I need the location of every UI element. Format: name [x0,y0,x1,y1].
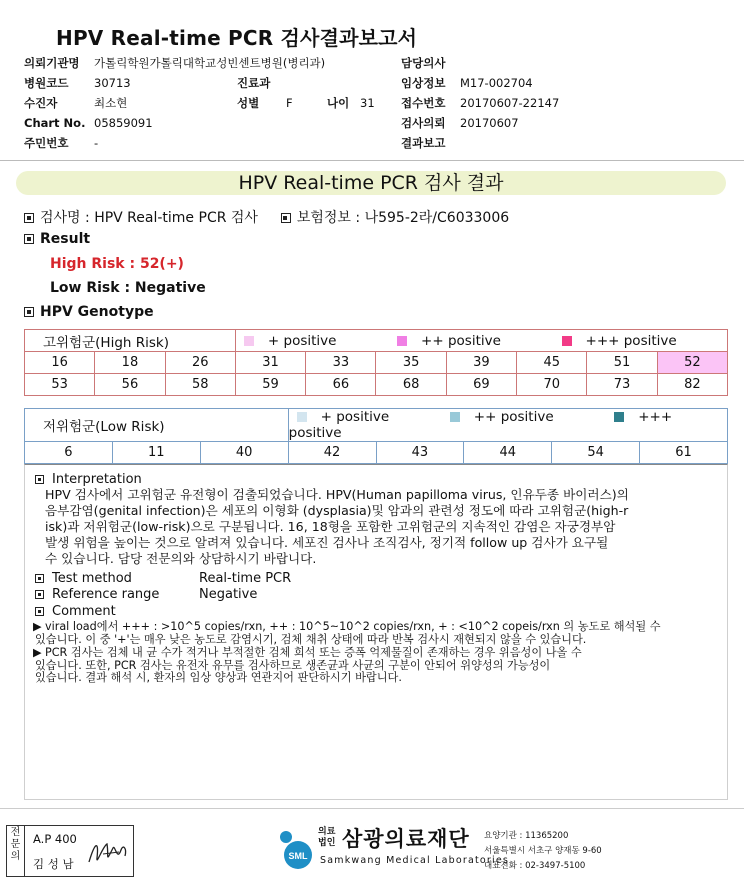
legend-label: ++ positive [473,409,554,425]
low-risk-legend [288,409,727,442]
comment-line: 있습니다. 또한, PCR 검사는 유전자 유무를 검사하므로 생존균과 사균의 구분이 안되어 위양성의 가능성이 [35,658,551,672]
genotype-cell: 40 [200,442,288,464]
legend-label: +++ positive [288,409,673,441]
legend-swatch [244,336,254,346]
interpretation-line: 발생 위험을 높이는 것으로 알려져 있습니다. 세포진 검사나 조직검사, 정기적 follow up 검사가 요구될 [45,535,609,550]
genotype-cell: 59 [235,374,305,396]
doctor-label: 담당의사 [401,56,446,70]
genotype-cell: 11 [112,442,200,464]
test-name: 검사명 : HPV Real-time PCR 검사 [40,210,258,226]
age-value: 31 [360,96,375,110]
legend-swatch [397,336,407,346]
checkbox-icon [24,234,34,244]
genotype-cell: 16 [25,352,95,374]
patient-label: 수진자 [24,96,58,110]
checkbox-icon [35,607,44,616]
genotype-cell: 31 [235,352,305,374]
checkbox-icon [35,590,44,599]
interpretation-line: isk)과 저위험군(low-risk)으로 구분됩니다. 16, 18형을 포함한 고위험군의 지속적인 감염은 자궁경부암 [45,519,616,534]
legend-swatch [614,412,624,422]
comment-item [33,621,723,646]
interpretation-line: 수 있습니다. 담당 전문의와 상담하시기 바랍니다. [45,551,317,566]
genotype-cell: 54 [552,442,640,464]
genotype-cell: 43 [376,442,464,464]
org-type-line: 법인 [318,838,336,848]
institution-value: 가톨릭학원가톨릭대학교성빈센트병원(병리과) [94,56,326,70]
sml-logo-icon [272,827,316,871]
legend-label: ++ positive [421,332,501,349]
section-title: HPV Real-time PCR 검사 결과 [238,172,504,194]
genotype-cell: 45 [517,352,587,374]
genotype-cell: 18 [95,352,165,374]
agency-number: 요양기관 : 11365200 [484,831,569,841]
genotype-cell: 69 [446,374,516,396]
test-method-value: Real-time PCR [199,571,292,586]
legend-swatch [562,336,572,346]
high-risk-table [24,329,728,396]
interpretation-panel [24,464,728,800]
legend-swatch [450,412,460,422]
clinical-info-label: 임상정보 [401,76,446,90]
report-title: HPV Real-time PCR 검사결과보고서 [56,26,418,50]
genotype-cell: 6 [25,442,113,464]
genotype-cell: 61 [640,442,728,464]
sex-value: F [286,96,293,110]
interpretation-line: 음부감염(genital infection)은 세포의 이형화 (dysplasia)및 암과의 관련성 정도에 따라 고위험군(high-r [45,503,629,518]
interpretation-heading: Interpretation [52,472,142,487]
genotype-cell: 73 [587,374,657,396]
org-contact-info [484,829,602,874]
high-risk-header-row [25,330,728,352]
logo-text: SML [288,851,308,861]
checkbox-icon [281,213,291,223]
hospital-code-value: 30713 [94,76,131,90]
reference-label: Reference range [52,587,160,602]
resident-no-value: - [94,136,99,150]
genotype-cell: 26 [165,352,235,374]
request-date-label: 검사의뢰 [401,116,446,130]
section-title-banner [16,171,726,195]
genotype-cell: 35 [376,352,446,374]
chart-no-value: 05859091 [94,116,153,130]
low-risk-result: Low Risk : Negative [50,280,206,296]
stamp-vertical-label [7,826,25,876]
genotype-cell: 51 [587,352,657,374]
result-heading: Result [40,231,91,247]
genotype-row [25,442,728,464]
test-method-label: Test method [52,571,132,586]
insurance-info: 보험정보 : 나595-2라/C6033006 [296,210,510,226]
genotype-heading-row [24,304,154,320]
chart-no-label: Chart No. [24,116,86,130]
checkbox-icon [35,475,44,484]
test-method-row [35,571,132,586]
hospital-code-label: 병원코드 [24,76,69,90]
checkbox-icon [24,307,34,317]
institution-label: 의뢰기관명 [24,56,80,70]
comment-line: 있습니다. 이 중 '+'는 매우 낮은 농도로 감염시기, 검체 채취 상태에 따라 반복 검사시 재현되지 않을 수 있습니다. [35,632,587,646]
checkbox-icon [24,213,34,223]
org-type [318,827,335,849]
genotype-cell: 70 [517,374,587,396]
arrow-icon: ▶ [33,620,42,633]
arrow-icon: ▶ [33,646,42,659]
signature-image [85,836,131,870]
department-label: 진료과 [237,76,271,90]
clinical-info-value: M17-002704 [460,76,533,90]
comment-heading: Comment [52,604,116,619]
comment-line: viral load에서 +++ : >10^5 copies/rxn, ++ : 10^5~10^2 copies/rxn, + : <10^2 copeis/rxn 의 농도로 해석될 수 [45,620,661,633]
org-address: 서울특별시 서초구 양재동 9-60 [484,846,602,856]
resident-no-label: 주민번호 [24,136,69,150]
result-heading-row [24,231,90,247]
genotype-cell: 66 [306,374,376,396]
genotype-cell: 52 [657,352,727,374]
genotype-cell: 42 [288,442,376,464]
high-risk-legend [235,330,727,352]
legend-label: +++ positive [585,332,677,349]
genotype-cell: 53 [25,374,95,396]
signer-name: 김 성 남 [33,857,74,871]
reference-row [35,587,159,602]
org-name: 삼광의료재단 [342,827,470,851]
comment-heading-row [35,604,116,619]
report-footer [0,808,744,888]
genotype-cell: 68 [376,374,446,396]
high-risk-label: 고위험군(High Risk) [25,330,236,352]
stamp-char: 전문의 [10,827,21,862]
comment-line: PCR 검사는 검체 내 균 수가 적거나 부적절한 검체 희석 또는 증폭 억제물질이 존재하는 경우 위음성이 나올 수 [45,646,582,659]
reference-value: Negative [199,587,258,602]
age-label: 나이 [327,96,350,110]
interpretation-text [45,487,715,567]
reception-no-value: 20170607-22147 [460,96,560,110]
genotype-cell: 39 [446,352,516,374]
genotype-cell: 44 [464,442,552,464]
genotype-cell: 33 [306,352,376,374]
genotype-row [25,352,728,374]
test-name-row [24,207,509,227]
patient-value: 최소현 [94,96,128,110]
sex-label: 성별 [237,96,260,110]
interpretation-line: HPV 검사에서 고위험군 유전형이 검출되었습니다. HPV(Human papilloma virus, 인유두종 바이러스)의 [45,487,629,502]
comment-line: 있습니다. 결과 해석 시, 환자의 임상 양상과 연관지어 판단하시기 바랍니다. [35,671,402,684]
genotype-cell: 56 [95,374,165,396]
report-header [0,54,744,154]
report-label: 결과보고 [401,136,446,150]
genotype-cell: 58 [165,374,235,396]
genotype-cell: 82 [657,374,727,396]
header-divider [0,160,744,161]
interpretation-heading-row [35,472,142,487]
org-english-name: Samkwang Medical Laboratories [320,855,510,866]
high-risk-result: High Risk : 52(+) [50,256,184,272]
signer-title: A.P 400 [33,832,77,846]
legend-label: + positive [320,409,390,425]
low-risk-table [24,408,728,464]
request-date-value: 20170607 [460,116,519,130]
checkbox-icon [35,574,44,583]
low-risk-header-row [25,409,728,442]
org-type-line: 의료 [318,827,336,837]
org-phone: 대표전화 : 02-3497-5100 [484,861,586,871]
legend-label: + positive [267,332,337,349]
genotype-row [25,374,728,396]
genotype-heading: HPV Genotype [40,304,154,320]
low-risk-label: 저위험군(Low Risk) [25,409,289,442]
signature-stamp [6,825,134,877]
comment-item [33,647,723,685]
legend-swatch [297,412,307,422]
reception-no-label: 접수번호 [401,96,446,110]
